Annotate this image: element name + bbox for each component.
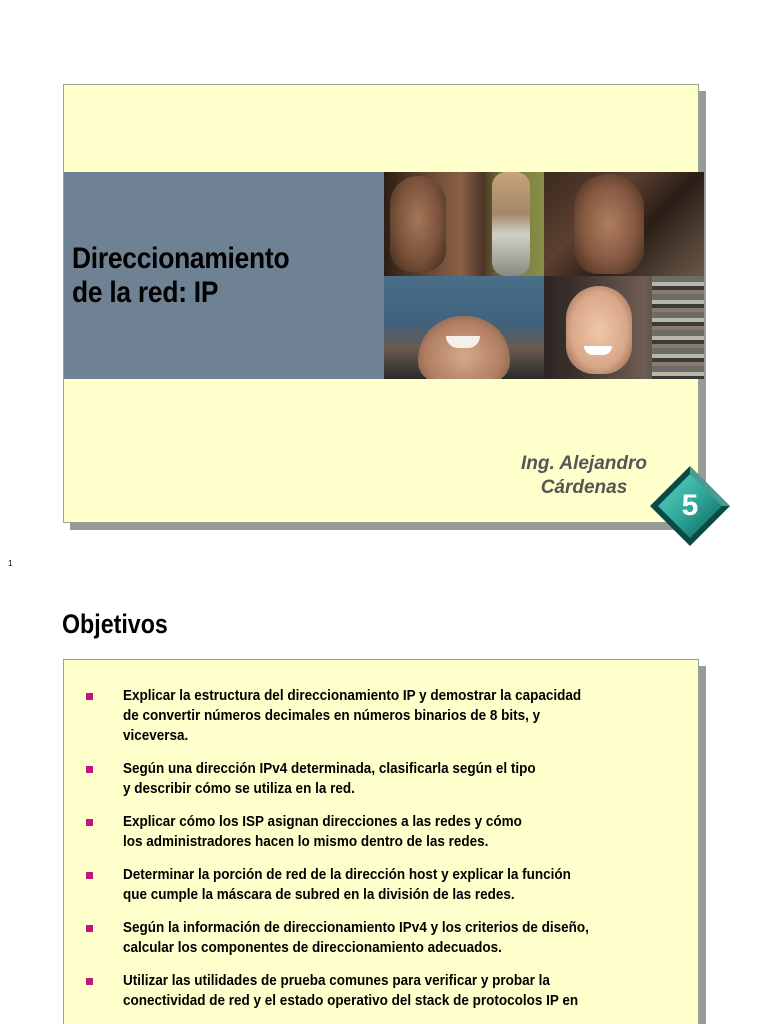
face-portrait [574, 174, 644, 274]
photo-hooded-person [384, 276, 544, 379]
objective-text [123, 686, 675, 746]
page-number: 1 [8, 559, 13, 568]
objective-line: Según la información de direccionamiento IPv4 y los criterios de diseño, [123, 919, 589, 936]
objectives-list [86, 686, 676, 1024]
objective-line: de convertir números decimales en números binarios de 8 bits, y [123, 707, 541, 724]
slide-title-line-1: Direccionamiento [72, 242, 290, 275]
module-number-badge [649, 465, 731, 547]
objective-line: Determinar la porción de red de la dirección host y explicar la función [123, 866, 571, 883]
objectives-slide [63, 659, 699, 1024]
objective-line: que cumple la máscara de subred en la división de las redes. [123, 886, 515, 903]
photo-man-portrait [544, 172, 704, 276]
objective-text [123, 918, 675, 958]
photo-collage [384, 172, 704, 379]
objective-line: Explicar cómo los ISP asignan direcciones a las redes y cómo [123, 813, 522, 830]
square-bullet-icon [86, 766, 93, 773]
face-portrait [390, 176, 446, 272]
slide-title [72, 242, 289, 310]
square-bullet-icon [86, 978, 93, 985]
list-item [86, 971, 676, 1011]
objective-text [123, 865, 675, 905]
face-portrait [566, 286, 632, 374]
list-item [86, 812, 676, 852]
objective-line: Utilizar las utilidades de prueba comunes para verificar y probar la [123, 972, 550, 989]
photo-smiling-woman [544, 276, 704, 379]
objectives-heading: Objetivos [62, 609, 168, 639]
objective-line: calcular los componentes de direccionamiento adecuados. [123, 939, 502, 956]
objective-text [123, 759, 675, 799]
objective-line: y describir cómo se utiliza en la red. [123, 780, 355, 797]
objective-line: Explicar la estructura del direccionamiento IP y demostrar la capacidad [123, 687, 582, 704]
author-line-1: Ing. Alejandro [521, 453, 647, 474]
background-stripes [652, 276, 704, 379]
objective-line: viceversa. [123, 727, 189, 744]
title-slide [63, 84, 699, 523]
badge-number: 5 [681, 489, 699, 522]
objective-text [123, 971, 675, 1011]
objective-line: Según una dirección IPv4 determinada, clasificarla según el tipo [123, 760, 536, 777]
list-item [86, 686, 676, 746]
objective-line: conectividad de red y el estado operativo del stack de protocolos IP en [123, 992, 579, 1009]
photo-young-man-skateboard [384, 172, 544, 276]
list-item [86, 918, 676, 958]
square-bullet-icon [86, 819, 93, 826]
square-bullet-icon [86, 925, 93, 932]
objective-text [123, 812, 675, 852]
list-item [86, 865, 676, 905]
slide-title-line-2: de la red: IP [72, 276, 219, 309]
square-bullet-icon [86, 693, 93, 700]
author-line-2: Cárdenas [540, 477, 628, 498]
skateboard-image [492, 172, 530, 276]
objective-line: los administradores hacen lo mismo dentro de las redes. [123, 833, 489, 850]
title-band [64, 172, 384, 379]
list-item [86, 759, 676, 799]
square-bullet-icon [86, 872, 93, 879]
